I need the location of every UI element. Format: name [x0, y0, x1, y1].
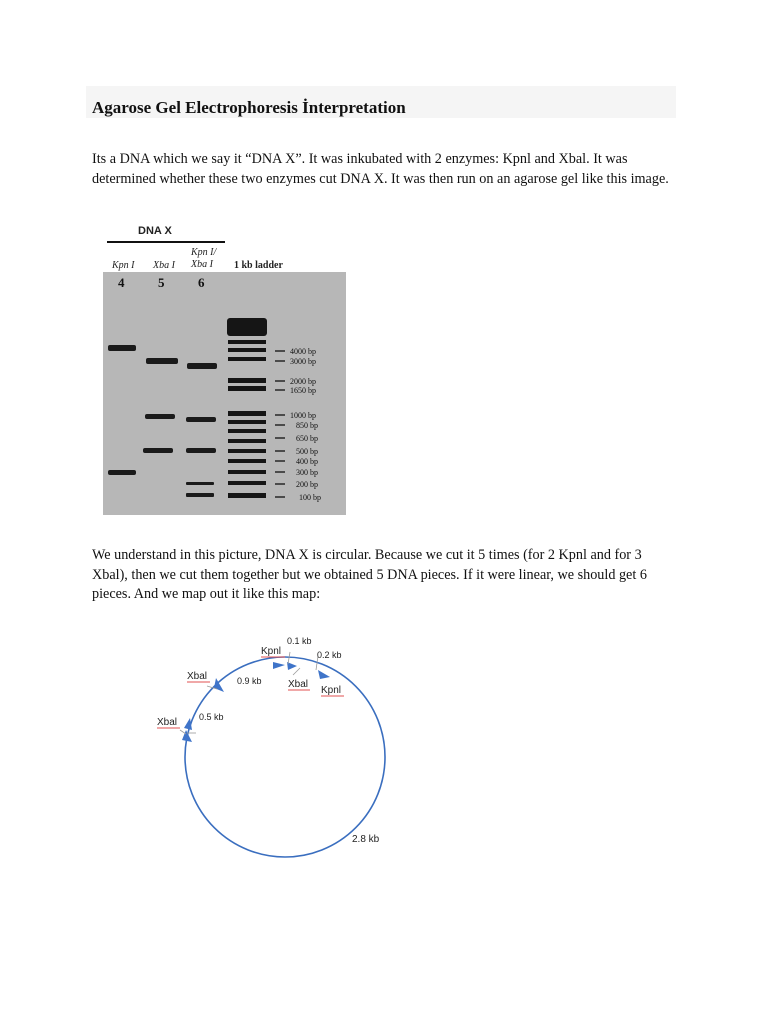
band-double-3: [186, 448, 216, 453]
ladder-well-smear: [227, 318, 267, 336]
ladder-size-label: 500 bp: [296, 447, 318, 456]
ladder-band: [228, 386, 266, 391]
lane6-label-line2: Xba I: [191, 259, 213, 270]
arrow-xba-3b: [182, 730, 192, 742]
ladder-size-label: 4000 bp: [290, 347, 316, 356]
segment-2-8kb: 2.8 kb: [352, 834, 380, 845]
ladder-band: [228, 481, 266, 485]
ladder-band: [228, 470, 266, 474]
label-kpn-2: Kpnl: [321, 685, 342, 696]
label-xba-3: Xbal: [157, 717, 178, 728]
label-xba-1: Xbal: [288, 679, 309, 690]
ladder-band: [228, 340, 266, 344]
segment-0-1kb: 0.1 kb: [287, 636, 312, 646]
segment-0-9kb: 0.9 kb: [237, 676, 262, 686]
band-xba-1: [146, 358, 178, 364]
ladder-size-label: 400 bp: [296, 457, 318, 466]
lane5-number: 5: [158, 275, 165, 290]
interpretation-paragraph: We understand in this picture, DNA X is circular. Because we cut it 5 times (for 2 Kpnl and for 3 Xbal), then we cut them together but we obtained 5 DNA pieces. If it were linear, we should get 6 pieces. And we map out it like this map:: [92, 547, 647, 602]
ladder-size-label: 2000 bp: [290, 377, 316, 386]
restriction-map: [150, 620, 410, 880]
band-double-4: [186, 482, 214, 485]
ladder-size-label: 100 bp: [299, 493, 321, 502]
ladder-band: [228, 357, 266, 361]
dna-x-label: DNA X: [138, 225, 172, 237]
ladder-band: [228, 493, 266, 498]
arrow-kpn-1: [273, 662, 285, 669]
band-xba-2: [145, 414, 175, 419]
page-title: Agarose Gel Electrophoresis İnterpretation: [92, 98, 406, 117]
lane4-number: 4: [118, 275, 125, 290]
ladder-size-label: 1000 bp: [290, 411, 316, 420]
ladder-size-label: 850 bp: [296, 421, 318, 430]
lane6-number: 6: [198, 275, 205, 290]
label-xba-2: Xbal: [187, 671, 208, 682]
lane6-label-line1: Kpn I/: [191, 247, 217, 258]
ladder-band: [228, 429, 266, 433]
band-kpn-large: [108, 345, 136, 351]
gel-image: [100, 218, 350, 518]
ladder-band: [228, 378, 266, 383]
arrow-kpn-2: [318, 670, 330, 679]
intro-paragraph: Its a DNA which we say it “DNA X”. It was inkubated with 2 enzymes: Kpnl and Xbal. It was determined whether these two enzymes cut DNA X. It was then run on an agarose gel like this image.: [92, 151, 669, 187]
lane4-label: Kpn I: [112, 260, 135, 271]
ladder-size-label: 300 bp: [296, 468, 318, 477]
band-xba-3: [143, 448, 173, 453]
ladder-band: [228, 439, 266, 443]
label-kpn-1: Kpnl: [261, 646, 282, 657]
map-labels: [157, 646, 341, 728]
band-double-2: [186, 417, 216, 422]
arrow-xba-2: [214, 678, 224, 692]
ladder-size-label: 3000 bp: [290, 357, 316, 366]
ladder-band: [228, 459, 266, 463]
ladder-band: [228, 449, 266, 453]
band-double-5: [186, 493, 214, 497]
band-kpn-small: [108, 470, 136, 475]
segment-0-2kb: 0.2 kb: [317, 650, 342, 660]
ladder-size-label: 1650 bp: [290, 386, 316, 395]
ladder-band: [228, 420, 266, 424]
band-double-1: [187, 363, 217, 369]
ladder-size-label: 650 bp: [296, 434, 318, 443]
gel-figure: [100, 218, 350, 518]
lane5-label: Xba I: [153, 260, 175, 271]
ladder-band: [228, 411, 266, 416]
restriction-map-svg: [150, 620, 410, 880]
ladder-size-label: 200 bp: [296, 480, 318, 489]
segment-0-5kb: 0.5 kb: [199, 712, 224, 722]
ladder-band: [228, 348, 266, 352]
arrow-xba-3: [184, 718, 192, 730]
ladder-label: 1 kb ladder: [234, 260, 283, 271]
